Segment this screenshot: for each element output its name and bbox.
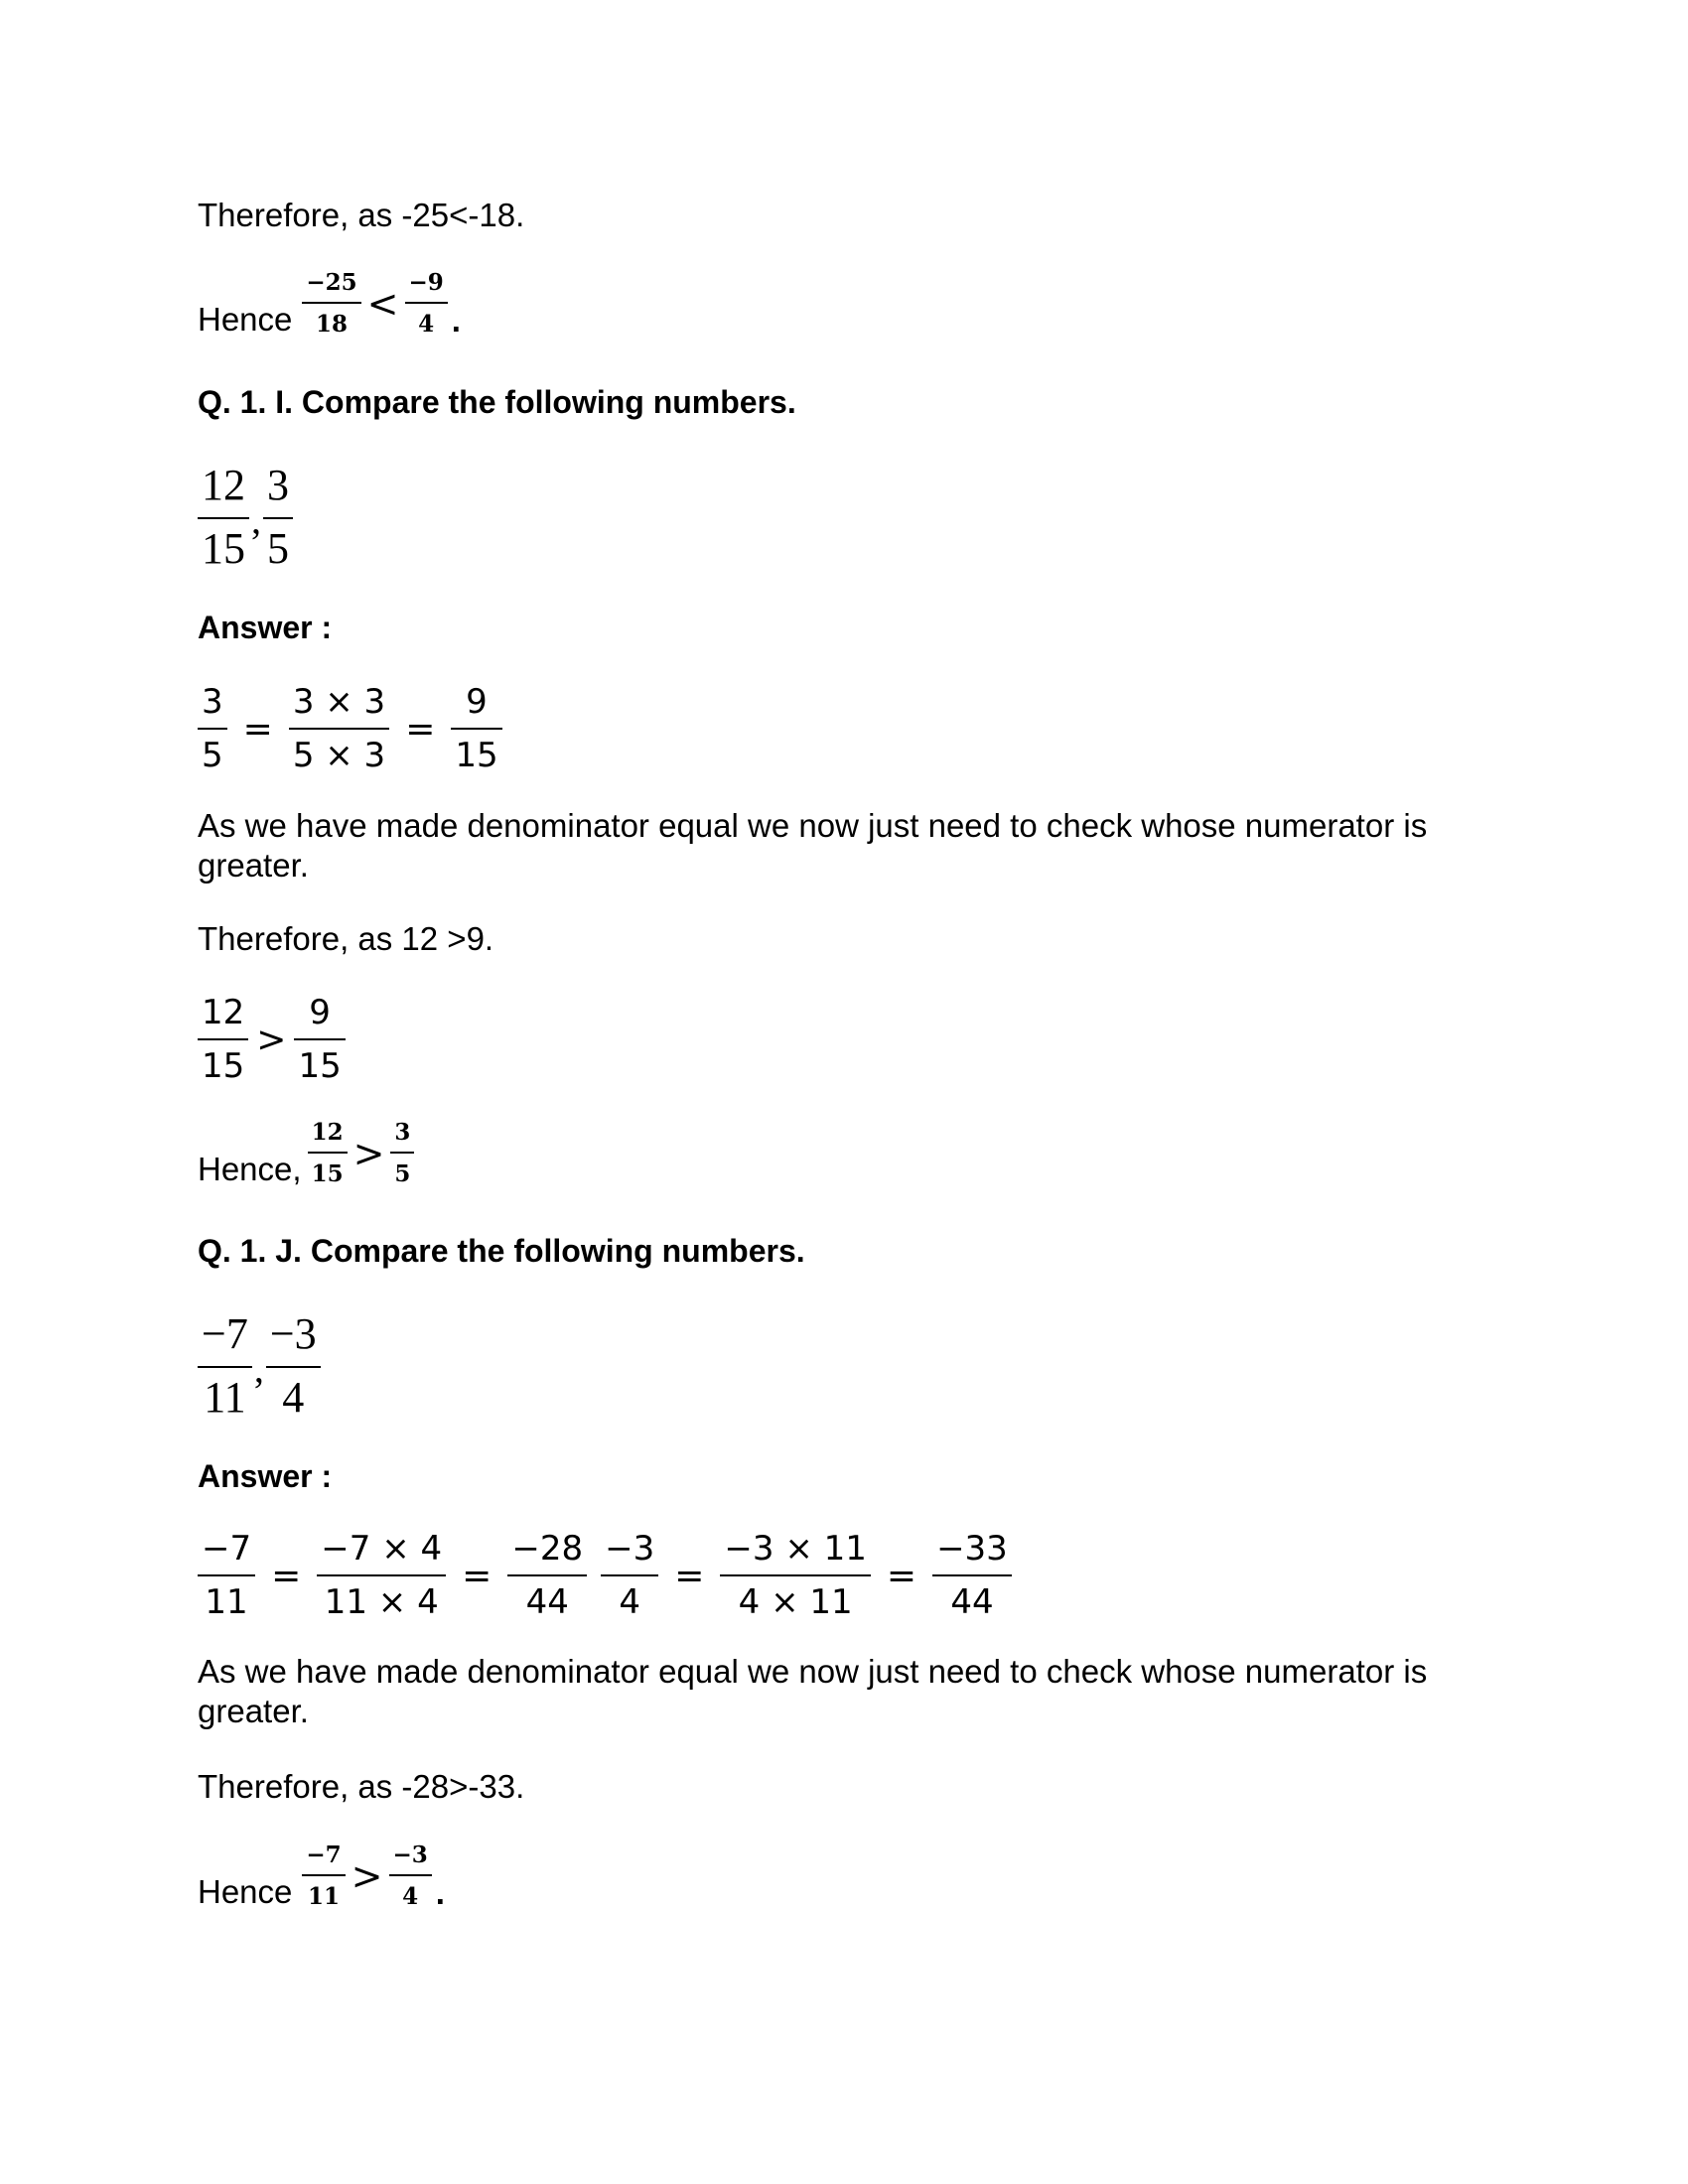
hence-label: Hence xyxy=(198,301,293,338)
explanation-paragraph-1i: As we have made denominator equal we now just need to check whose numerator is greater. xyxy=(198,807,1428,884)
fraction-bar xyxy=(294,1038,345,1040)
numerator: −7 xyxy=(306,1842,342,1868)
denominator: 11 xyxy=(204,1373,246,1422)
fraction xyxy=(390,1118,414,1189)
equals-sign: = xyxy=(674,1555,705,1596)
fraction-bar xyxy=(302,302,360,304)
greater-than-sign: > xyxy=(256,1019,287,1060)
fraction-bar xyxy=(317,1574,446,1576)
denominator: 5 xyxy=(267,524,289,573)
fraction-bar xyxy=(932,1574,1012,1576)
fraction xyxy=(302,268,360,340)
question-heading-1i: Q. 1. I. Compare the following numbers. xyxy=(198,384,796,420)
fraction-bar xyxy=(198,1574,255,1576)
fraction xyxy=(601,1529,658,1622)
fraction xyxy=(289,682,389,775)
question-heading-1j: Q. 1. J. Compare the following numbers. xyxy=(198,1233,805,1269)
equals-sign: = xyxy=(405,708,436,750)
fraction-bar xyxy=(507,1574,587,1576)
equals-sign: = xyxy=(242,708,273,750)
fraction-bar xyxy=(302,1874,345,1876)
fraction-bar xyxy=(451,728,501,730)
numerator: −28 xyxy=(511,1529,584,1569)
fraction-bar xyxy=(198,517,249,519)
equals-sign: = xyxy=(271,1555,302,1596)
answer-label-1i: Answer : xyxy=(198,610,333,645)
denominator: 15 xyxy=(202,524,245,573)
fraction-bar xyxy=(601,1574,658,1576)
answer-label-1j: Answer : xyxy=(198,1458,333,1494)
equation-1i xyxy=(198,682,502,775)
fraction-bar xyxy=(390,1152,414,1154)
fraction xyxy=(198,993,248,1086)
equation-1j xyxy=(198,1529,1012,1622)
numerator: 12 xyxy=(202,993,245,1032)
denominator: 5 xyxy=(202,736,223,775)
separator: , xyxy=(253,1345,264,1391)
numerator: −3 xyxy=(392,1842,428,1868)
denominator: 5 × 3 xyxy=(292,736,386,775)
numerator: 3 xyxy=(202,682,223,722)
fraction xyxy=(198,682,227,775)
fraction xyxy=(405,268,448,340)
therefore-line-1j: Therefore, as -28>-33. xyxy=(198,1768,525,1805)
denominator: 4 xyxy=(282,1373,305,1422)
numerator: −3 xyxy=(269,1309,317,1358)
therefore-line-1: Therefore, as -25<-18. xyxy=(198,197,525,233)
hence-line-1 xyxy=(198,268,461,340)
equals-sign: = xyxy=(886,1555,917,1596)
denominator: 18 xyxy=(316,311,349,338)
numerator: 3 xyxy=(267,461,289,509)
fraction xyxy=(263,462,293,573)
fraction xyxy=(198,1310,252,1422)
equals-sign: = xyxy=(462,1555,492,1596)
fraction xyxy=(198,1529,255,1622)
denominator: 4 xyxy=(619,1582,640,1622)
denominator: 15 xyxy=(202,1046,245,1086)
hence-label: Hence, xyxy=(198,1151,302,1187)
hence-line-1i xyxy=(198,1118,414,1189)
denominator: 11 xyxy=(205,1582,248,1622)
fraction-bar xyxy=(263,517,293,519)
denominator: 11 xyxy=(308,1883,341,1910)
fraction xyxy=(308,1118,348,1189)
denominator: 44 xyxy=(950,1582,994,1622)
numerator: 9 xyxy=(466,682,488,722)
fraction xyxy=(720,1529,871,1622)
fraction xyxy=(507,1529,587,1622)
numerator: −33 xyxy=(936,1529,1008,1569)
comparison-1i xyxy=(198,993,346,1086)
numerator: −9 xyxy=(408,269,444,296)
given-numbers-1i xyxy=(198,462,293,573)
period: . xyxy=(451,302,461,339)
fraction-bar xyxy=(720,1574,871,1576)
hence-line-1j xyxy=(198,1841,445,1912)
fraction-bar xyxy=(389,1874,432,1876)
operator: < xyxy=(366,282,399,326)
denominator: 5 xyxy=(394,1160,411,1187)
fraction xyxy=(198,462,249,573)
numerator: −7 xyxy=(202,1309,248,1358)
fraction xyxy=(302,1841,345,1912)
denominator: 4 × 11 xyxy=(738,1582,853,1622)
fraction-bar xyxy=(198,1038,248,1040)
fraction-bar xyxy=(289,728,389,730)
fraction-bar xyxy=(308,1152,348,1154)
numerator: −7 × 4 xyxy=(321,1529,443,1569)
separator: , xyxy=(251,496,261,542)
greater-than-sign: > xyxy=(352,1132,385,1175)
fraction-bar xyxy=(405,302,448,304)
therefore-line-1i: Therefore, as 12 >9. xyxy=(198,920,494,957)
numerator: −3 xyxy=(605,1529,655,1569)
numerator: −7 xyxy=(202,1529,252,1569)
denominator: 15 xyxy=(455,736,498,775)
numerator: 3 × 3 xyxy=(292,682,386,722)
numerator: 9 xyxy=(309,993,331,1032)
fraction-bar xyxy=(198,1366,252,1368)
fraction xyxy=(932,1529,1012,1622)
denominator: 15 xyxy=(311,1160,344,1187)
fraction xyxy=(294,993,345,1086)
numerator: 12 xyxy=(202,461,245,509)
hence-label: Hence xyxy=(198,1873,293,1910)
explanation-paragraph-1j: As we have made denominator equal we now just need to check whose numerator is greater. xyxy=(198,1653,1428,1729)
denominator: 15 xyxy=(298,1046,342,1086)
fraction xyxy=(389,1841,432,1912)
period: . xyxy=(435,1874,445,1911)
fraction xyxy=(451,682,501,775)
denominator: 44 xyxy=(525,1582,569,1622)
fraction-bar xyxy=(198,728,227,730)
denominator: 11 × 4 xyxy=(324,1582,439,1622)
numerator: −25 xyxy=(306,269,357,296)
numerator: −3 × 11 xyxy=(724,1529,867,1569)
denominator: 4 xyxy=(418,311,435,338)
fraction xyxy=(317,1529,446,1622)
fraction xyxy=(266,1310,321,1422)
fraction-bar xyxy=(266,1366,321,1368)
greater-than-sign: > xyxy=(351,1854,383,1898)
numerator: 12 xyxy=(311,1119,344,1146)
given-numbers-1j xyxy=(198,1310,321,1422)
denominator: 4 xyxy=(402,1883,419,1910)
numerator: 3 xyxy=(394,1119,411,1146)
